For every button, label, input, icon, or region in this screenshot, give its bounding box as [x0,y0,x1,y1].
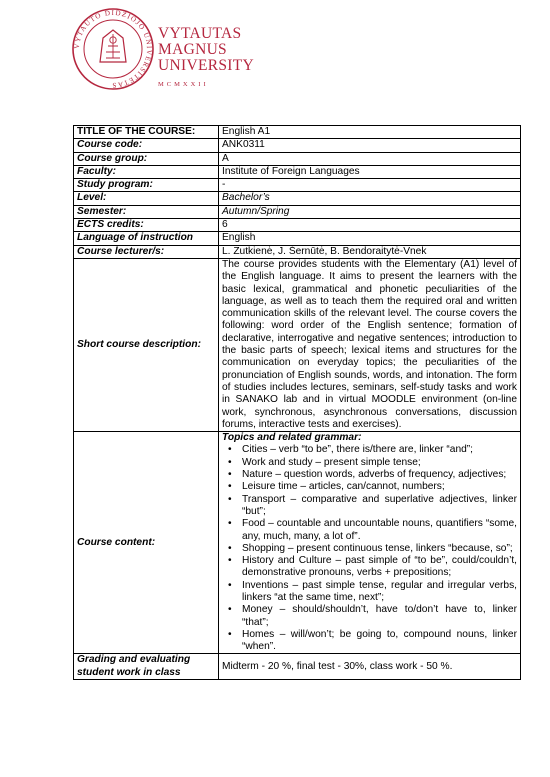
row-label: Course lecturer/s: [74,245,219,258]
row-label: Language of instruction [74,232,219,245]
row-value: 6 [219,219,521,232]
table-row-grading [74,654,521,680]
row-value: English [219,232,521,245]
row-label: Level: [74,192,219,205]
wordmark-line-3: UNIVERSITY [158,57,254,74]
list-item: • Cities – verb “to be”, there is/there are, linker “and”; [242,444,517,456]
table-row-description [74,258,521,431]
row-label: Course group: [74,152,219,165]
row-value: ANK0311 [219,139,521,152]
row-label: Faculty: [74,165,219,178]
list-item: • Shopping – present continuous tense, linkers “because, so”; [242,543,517,555]
table-row [74,179,521,192]
topics-heading: Topics and related grammar: [222,432,362,444]
list-item: • Transport – comparative and superlative adjectives, linker “but”; [242,494,517,519]
row-value: Bachelor’s [219,192,521,205]
university-logo [70,6,260,106]
list-item: • History and Culture – past simple of “to be”, could/couldn’t, demonstrative pronouns, verbs + prepositions; [242,555,517,580]
row-value: L. Zutkienė, J. Šernūtė, B. Bendoraitytė-Vnek [219,245,521,258]
table-row [74,126,521,139]
list-item: • Food – countable and uncountable nouns, quantifiers “some, any, much, many, a lot of”. [242,518,517,543]
content-cell [219,432,521,654]
row-label: Semester: [74,205,219,218]
table-row [74,205,521,218]
wordmark-line-2: MAGNUS [158,41,227,58]
table-row [74,232,521,245]
founding-year: MCMXXII [158,81,209,88]
table-row [74,152,521,165]
svg-text:VYTAUTO DIDŽIOJO UNIVERSITETAS: VYTAUTO DIDŽIOJO UNIVERSITETAS [72,8,154,90]
row-value: Autumn/Spring [219,205,521,218]
table-row [74,245,521,258]
topics-list [222,444,517,653]
grading-value: Midterm - 20 %, final test - 30%, class work - 50 %. [219,654,521,680]
list-item: • Leisure time – articles, can/cannot, numbers; [242,481,517,493]
university-wordmark [158,26,254,93]
row-label: Study program: [74,179,219,192]
table-row [74,219,521,232]
row-value: Institute of Foreign Languages [219,165,521,178]
list-item: • Money – should/shouldn’t, have to/don’t have to, linker “that”; [242,604,517,629]
grading-label: Grading and evaluating student work in class [74,654,219,680]
row-label: ECTS credits: [74,219,219,232]
row-value: English A1 [219,126,521,139]
university-seal-icon [70,6,156,92]
row-label: Course code: [74,139,219,152]
list-item: • Inventions – past simple tense, regular and irregular verbs, linkers “at the same time, next”; [242,580,517,605]
wordmark-line-1: VYTAUTAS [158,25,242,42]
table-row [74,165,521,178]
table-row-content [74,432,521,654]
content-label: Course content: [74,432,219,654]
list-item: • Work and study – present simple tense; [242,457,517,469]
list-item: • Nature – question words, adverbs of frequency, adjectives; [242,469,517,481]
row-value: - [219,179,521,192]
list-item: • Homes – will/won’t; be going to, compound nouns, linker “when”. [242,629,517,654]
course-info-table [73,125,521,680]
row-label: TITLE OF THE COURSE: [74,126,219,139]
description-label: Short course description: [74,258,219,431]
table-row [74,139,521,152]
table-row [74,192,521,205]
description-text: The course provides students with the Elementary (A1) level of the English language. It aims to present the learners with the basic lexical, grammatical and phonetic peculiarities of the language, as well as to teach them the required oral and written communication skills of the relevant level. The course covers the following: word order of the English sentence; formation of declarative, interrogative and negative sentences; introduction to the basic parts of speech; lexical items and structures for the communication on everyday topics; the peculiarities of the pronunciation of English sounds, words, and intonation. The form of studies includes lectures, seminars, self-study tasks and work in SANAKO lab and in virtual MOODLE environment (on-line work, synchronous, asynchronous conversations, discussion forums, interactive tests and exercises). [219,258,521,431]
row-value: A [219,152,521,165]
